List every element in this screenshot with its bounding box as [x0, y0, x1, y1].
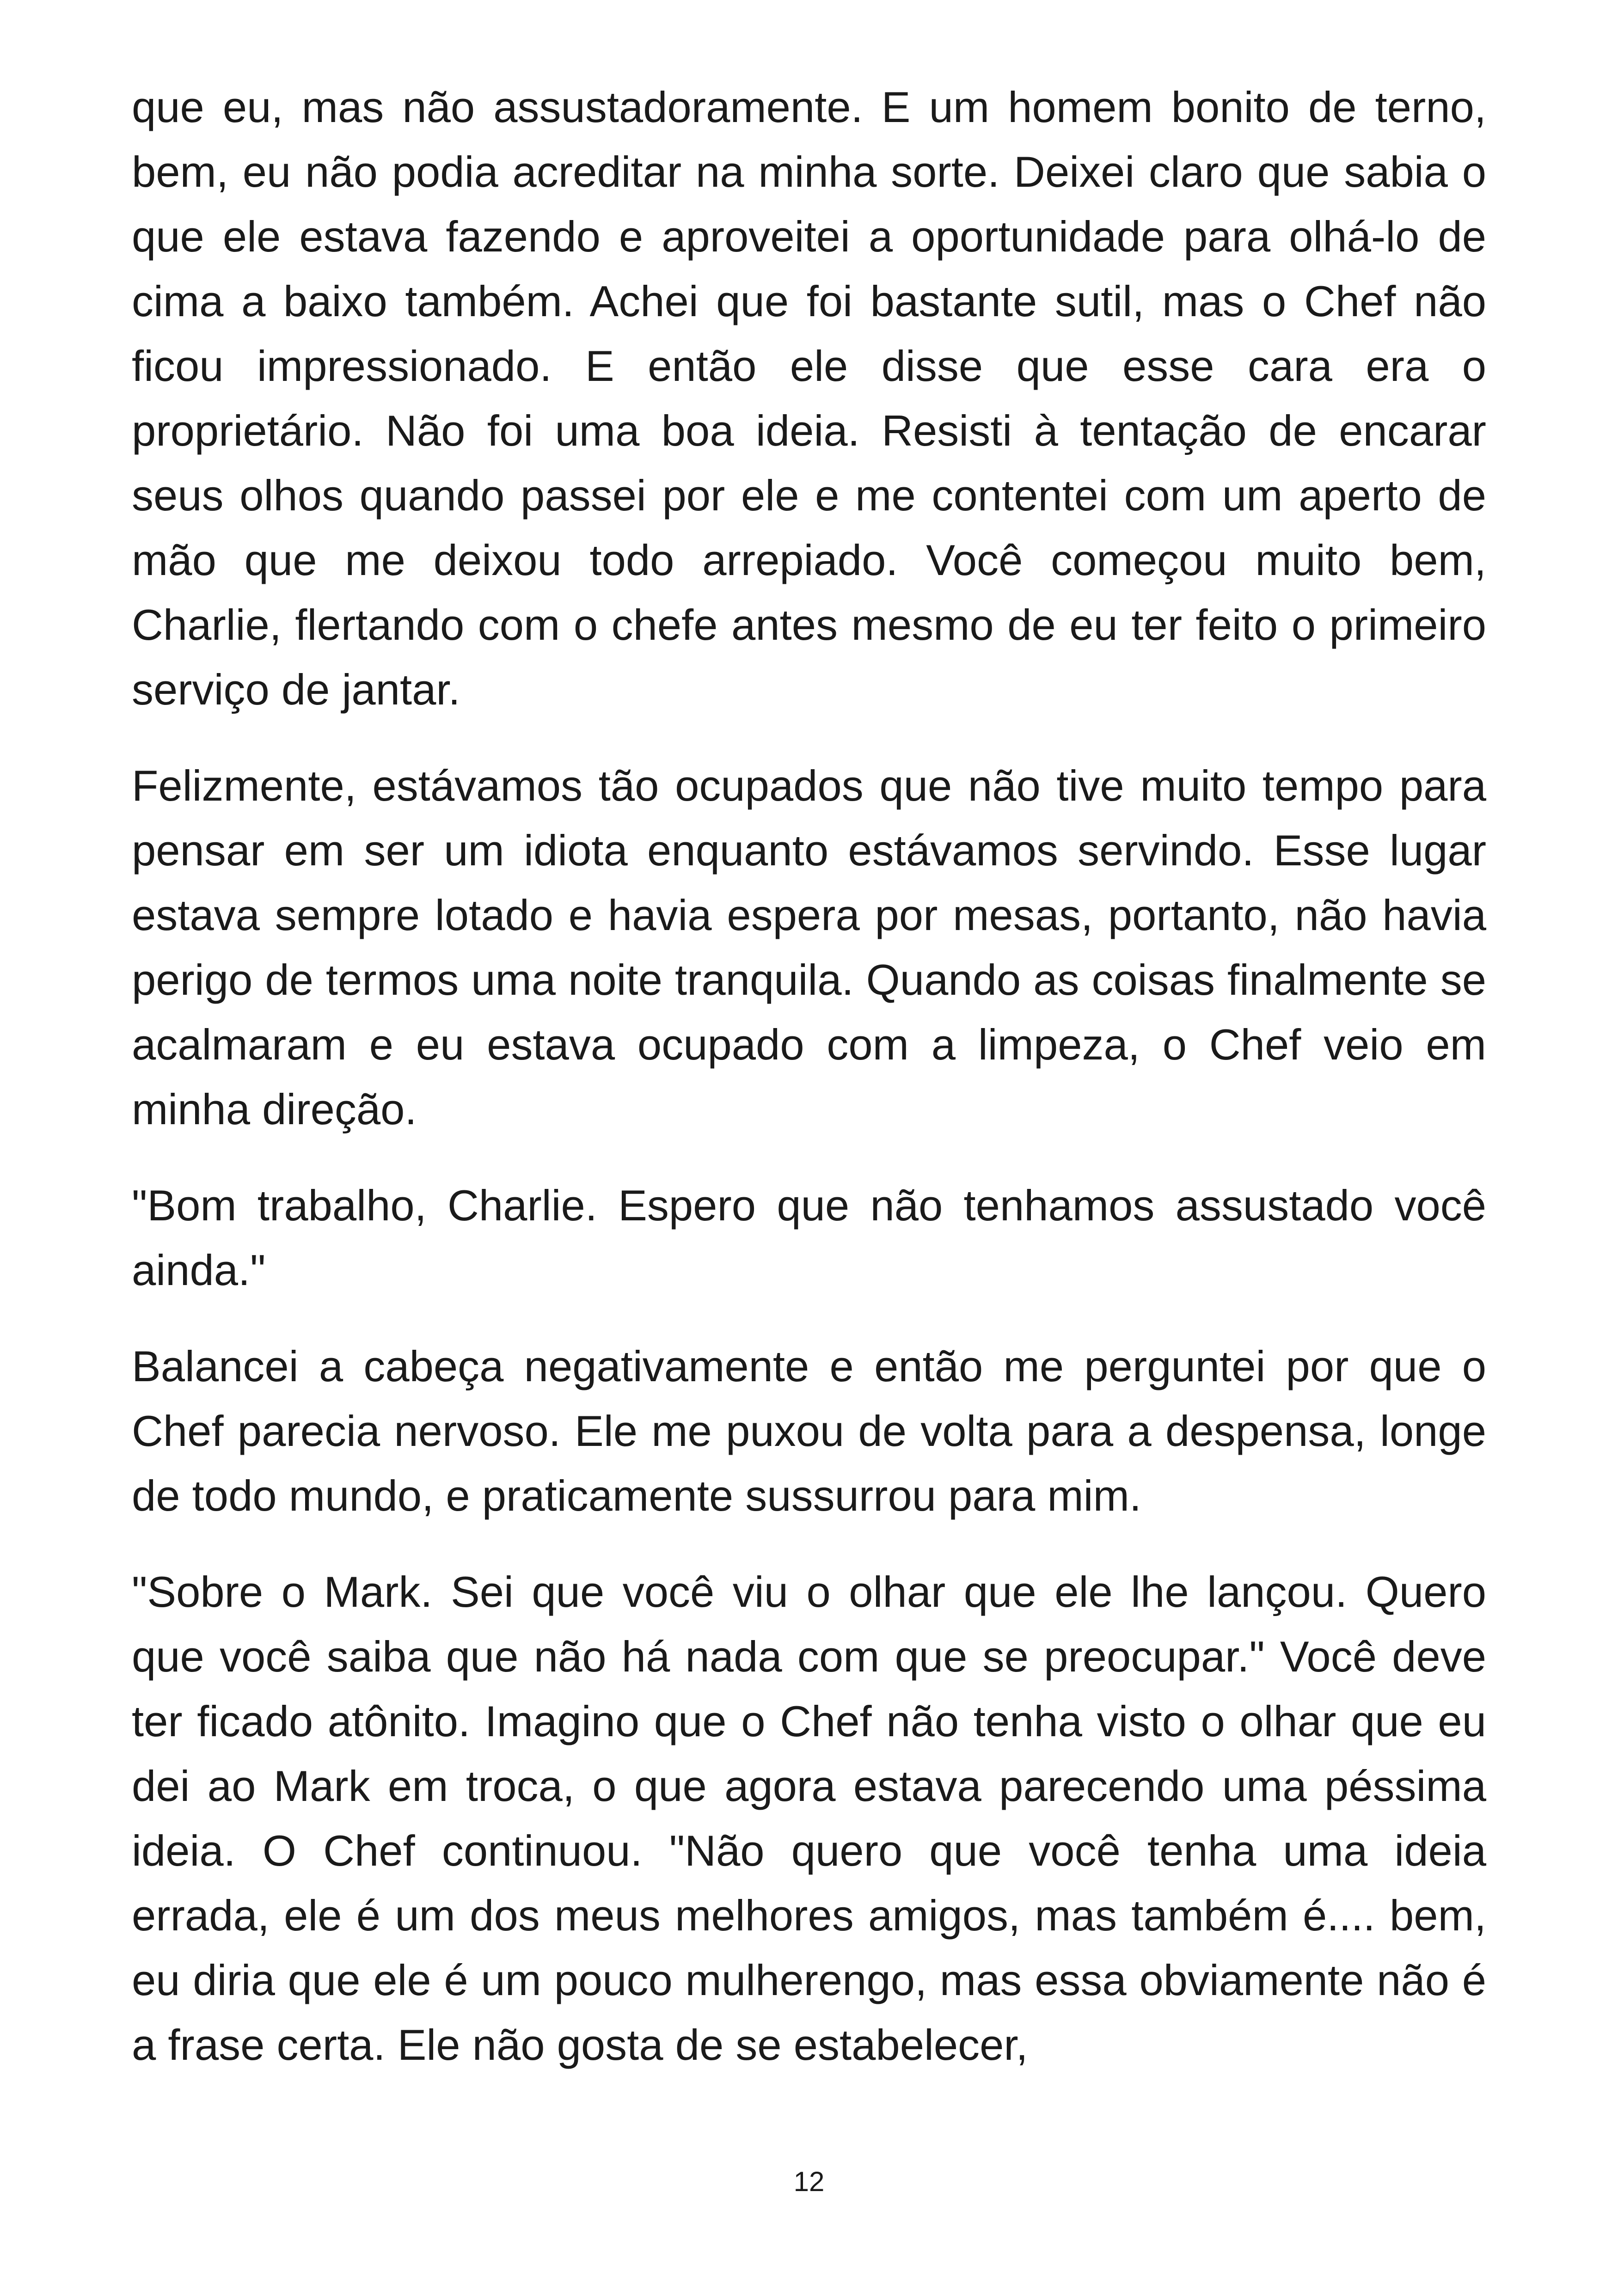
page-number: 12 — [793, 2166, 825, 2197]
paragraph: Balancei a cabeça negativamente e então me perguntei por que o Chef parecia nervoso. Ele me puxou de volta para a despensa, longe de todo mundo, e praticamente sussurrou para mim. — [132, 1342, 1486, 1520]
paragraph: "Bom trabalho, Charlie. Espero que não tenhamos assustado você ainda." — [132, 1181, 1486, 1294]
body-text — [132, 75, 1486, 2109]
paragraph: Felizmente, estávamos tão ocupados que não tive muito tempo para pensar em ser um idiota enquanto estávamos servindo. Esse lugar estava sempre lotado e havia espera por mesas, portanto, não havia perigo de termos uma noite tranquila. Quando as coisas finalmente se acalmaram e eu estava ocupado com a limpeza, o Chef veio em minha direção. — [132, 761, 1486, 1133]
paragraph: "Sobre o Mark. Sei que você viu o olhar que ele lhe lançou. Quero que você saiba que não há nada com que se preocupar." Você deve ter ficado atônito. Imagino que o Chef não tenha visto o olhar que eu dei ao Mark em troca, o que agora estava parecendo uma péssima ideia. O Chef continuou. "Não quero que você tenha uma ideia errada, ele é um dos meus melhores amigos, mas também é.... bem, eu diria que ele é um pouco mulherengo, mas essa obviamente não é a frase certa. Ele não gosta de se estabelecer, — [132, 1567, 1486, 2069]
paragraph: que eu, mas não assustadoramente. E um homem bonito de terno, bem, eu não podia acreditar na minha sorte. Deixei claro que sabia o que ele estava fazendo e aproveitei a oportunidade para olhá-lo de cima a baixo também. Achei que foi bastante sutil, mas o Chef não ficou impressionado. E então ele disse que esse cara era o proprietário. Não foi uma boa ideia. Resisti à tentação de encarar seus olhos quando passei por ele e me contentei com um aperto de mão que me deixou todo arrepiado. Você começou muito bem, Charlie, flertando com o chefe antes mesmo de eu ter feito o primeiro serviço de jantar. — [132, 83, 1486, 714]
